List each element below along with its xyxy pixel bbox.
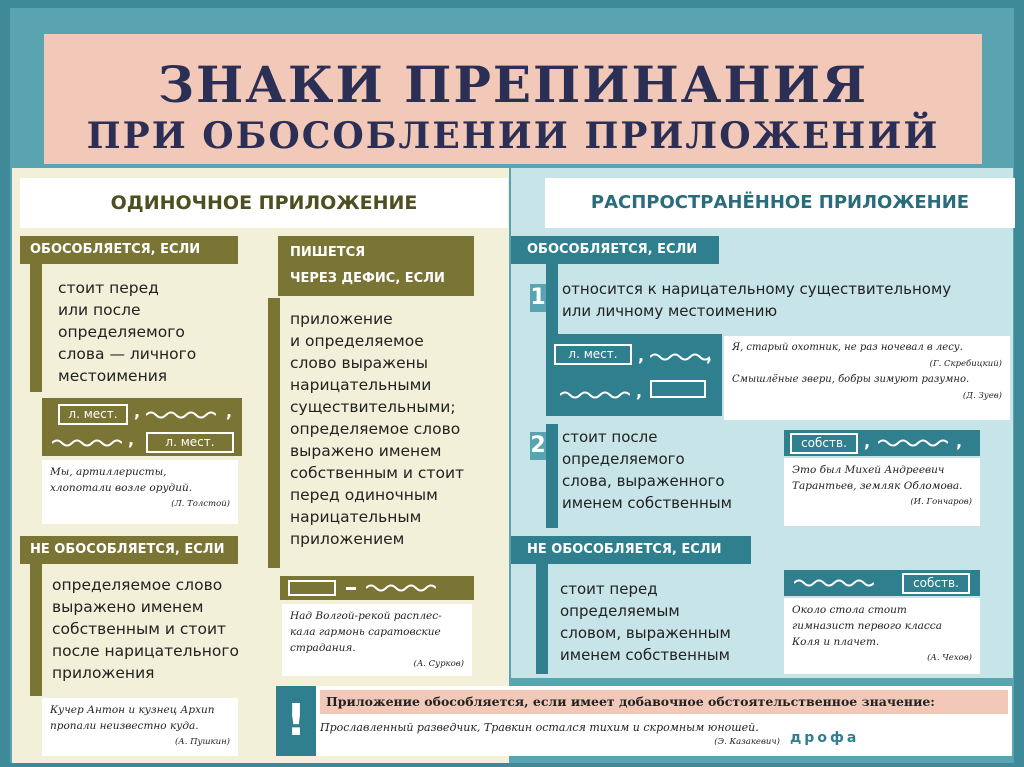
wavy-line-icon [146,410,216,420]
right-example-3: Около стола стоит гимназист первого класса Коля и плачет. (А. Чехов) [784,598,980,674]
publisher-logo: дрофа [790,730,860,746]
left-hyphen-text: приложение и определяемое слово выражены нарицательными существительными; определяемое слово выражено именем собственным и стоит перед одиночным нарицательным приложением [290,310,465,548]
rule-number: 2 [530,433,546,458]
right-not-text: стоит перед определяемым словом, выраженным именем собственным [560,580,731,664]
scheme-box [650,380,706,398]
wavy-line-icon [560,390,630,400]
exclamation-icon: ! [276,686,316,756]
wavy-line-icon [366,583,436,593]
left-not-example: Кучер Антон и кузнец Архип пропали неизвестно куда. (А. Пушкин) [42,698,238,756]
left-heading: ОДИНОЧНОЕ ПРИЛОЖЕНИЕ [20,178,508,228]
left-not-text: определяемое слово выражено именем собственным и стоит после нарицательного приложения [52,576,239,682]
right-rule-1: относится к нарицательному существительному или личному местоимению [562,280,952,320]
right-example-1: Я, старый охотник, не раз ночевал в лесу. (Г. Скребицкий) Смышлёные звери, бобры зимуют разумно. (Д. Зуев) [724,336,1010,420]
left-isolated-example: Мы, артиллеристы, хлопотали возле орудий. (Л. Толстой) [42,460,238,524]
scheme-comma: , [226,402,233,421]
bottom-example: Прославленный разведчик, Травкин остался тихим и скромным юношей. (Э. Казакевич) [320,721,780,747]
scheme-comma: , [636,382,643,401]
wavy-line-icon [794,578,874,588]
left-hyphen-scheme [280,576,474,600]
right-heading: РАСПРОСТРАНЁННОЕ ПРИЛОЖЕНИЕ [545,178,1015,228]
bottom-rule: Приложение обособляется, если имеет добавочное обстоятельственное значение: [320,690,1008,714]
scheme-comma: , [956,432,963,451]
hyphen-mark [346,587,356,590]
page-title: ЗНАКИ ПРЕПИНАНИЯ [157,55,869,114]
scheme-comma: , [706,346,713,365]
scheme-label-box: л. мест. [146,432,234,453]
wavy-line-icon [650,352,710,362]
scheme-label-box: собств. [790,433,858,454]
left-hyphen-example: Над Волгой-рекой расплес- кала гармонь саратовские страдания. (А. Сурков) [282,604,472,676]
left-not-bar: НЕ ОБОСОБЛЯЕТСЯ, ЕСЛИ [20,536,238,564]
scheme-label-box: л. мест. [58,404,128,425]
right-isolated-bar: ОБОСОБЛЯЕТСЯ, ЕСЛИ [511,236,719,264]
right-not-vbar [536,564,548,674]
scheme-comma: , [134,402,141,421]
right-scheme-2 [784,430,980,456]
left-isolated-text: стоит перед или после определяемого слова — личного местоимения [58,279,197,385]
wavy-line-icon [878,438,948,448]
left-hyphen-vbar [268,298,280,568]
scheme-comma: , [128,430,135,449]
left-not-vbar [30,564,42,696]
right-scheme-1 [546,334,722,416]
page-subtitle: ПРИ ОБОСОБЛЕНИИ ПРИЛОЖЕНИЙ [86,115,940,157]
rule-number: 1 [530,285,546,310]
left-hyphen-bar: ПИШЕТСЯ ЧЕРЕЗ ДЕФИС, ЕСЛИ [278,236,474,296]
scheme-comma: , [638,346,645,365]
wavy-line-icon [52,438,122,448]
right-example-2: Это был Михей Андреевич Тарантьев, земляк Обломова. (И. Гончаров) [784,458,980,526]
scheme-label-box: собств. [902,573,970,594]
scheme-box [288,580,336,596]
right-not-bar: НЕ ОБОСОБЛЯЕТСЯ, ЕСЛИ [511,536,751,564]
left-isolated-bar: ОБОСОБЛЯЕТСЯ, ЕСЛИ [20,236,238,264]
right-rule2-vbar [546,424,558,528]
right-rule-2: стоит после определяемого слова, выраженного именем собственным [562,428,732,512]
right-isolated-vbar [546,264,558,334]
left-isolated-scheme [42,398,242,456]
scheme-label-box: л. мест. [554,344,632,365]
right-scheme-3 [784,570,980,596]
left-isolated-vbar [30,264,42,392]
title-box [44,34,982,164]
scheme-comma: , [864,432,871,451]
